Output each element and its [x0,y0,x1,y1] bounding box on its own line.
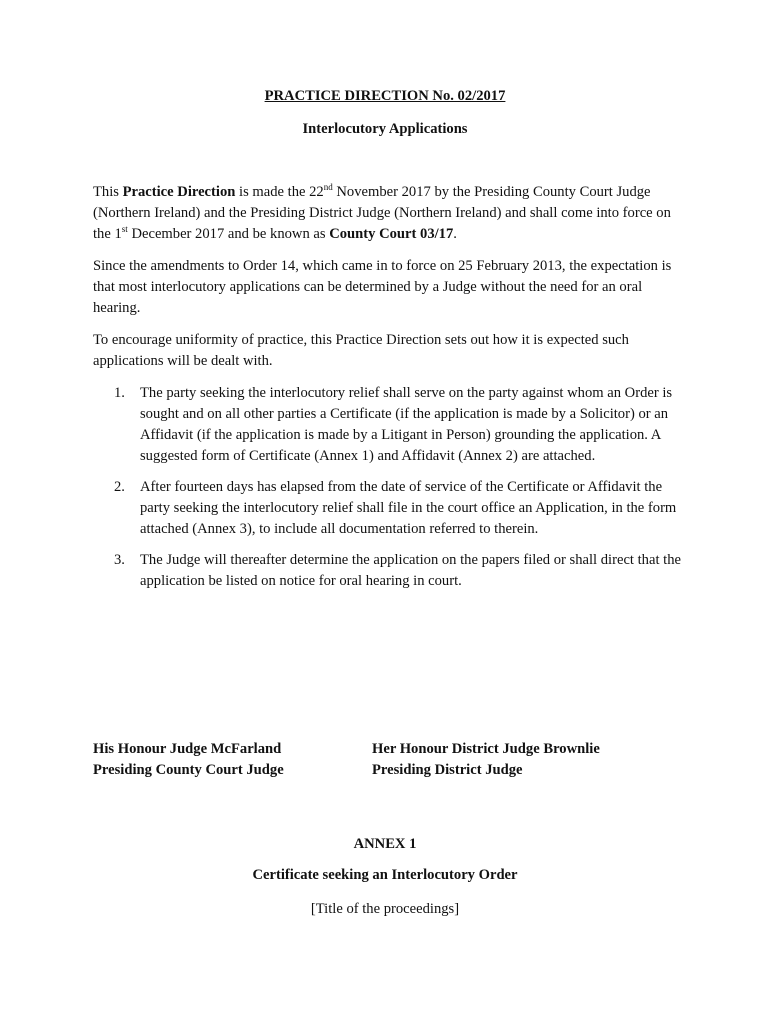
paragraph-uniformity: To encourage uniformity of practice, this Practice Direction sets out how it is expected such applications will be dealt with. [93,332,629,369]
intro-text: . [453,226,457,242]
annex-title: ANNEX 1 [353,836,417,852]
procedure-step [93,383,683,467]
signature-block-district-judge [372,739,600,781]
proceedings-title-placeholder: [Title of the proceedings] [310,901,460,917]
document-body [93,182,683,602]
signatory-name: Her Honour District Judge Brownlie [372,741,600,757]
practice-direction-term: Practice Direction [122,184,236,200]
ordinal-suffix: nd [323,182,333,193]
signatory-role: Presiding District Judge [372,762,523,778]
paragraph-order-14: Since the amendments to Order 14, which came in to force on 25 February 2013, the expectation is that most interlocutory applications can be determined by a Judge without the need for an oral hearing. [93,258,672,316]
procedure-steps-list [93,383,683,592]
annex-subtitle: Certificate seeking an Interlocutory Order [252,867,518,883]
signature-block-county-court-judge [93,739,284,781]
direction-reference: County Court 03/17 [329,226,454,242]
procedure-step [93,550,683,592]
ordinal-suffix: st [121,224,128,235]
step-number: 1. [114,385,125,401]
intro-text: is made the 22 [235,184,324,200]
signatory-name: His Honour Judge McFarland [93,741,282,757]
step-number: 3. [114,552,125,568]
step-text: After fourteen days has elapsed from the date of service of the Certificate or Affidavit the party seeking the interlocutory relief shall file in the court office an Application, in the form attached (Annex 3), to include all documentation referred to therein. [140,479,677,537]
intro-text: December 2017 and be known as [127,226,330,242]
step-text: The Judge will thereafter determine the application on the papers filed or shall direct that the application be listed on notice for oral hearing in court. [140,552,681,589]
step-text: The party seeking the interlocutory relief shall serve on the party against whom an Order is sought and on all other parties a Certificate (if the application is made by a Solicitor) or an Affidavit (if the application is made by a Litigant in Person) grounding the application. A suggested form of Certificate (Annex 1) and Affidavit (Annex 2) are attached. [140,385,673,464]
intro-text: November 2017 by the Presiding County Court Judge (Northern Ireland) and the Presiding District Judge (Northern Ireland) and shall come into force on the 1 [93,184,671,242]
intro-paragraph [93,182,683,245]
step-number: 2. [114,479,125,495]
document-subtitle: Interlocutory Applications [302,121,468,137]
procedure-step [93,477,683,540]
signatory-role: Presiding County Court Judge [93,762,284,778]
intro-text: This [93,184,123,200]
document-title: PRACTICE DIRECTION No. 02/2017 [264,88,506,104]
